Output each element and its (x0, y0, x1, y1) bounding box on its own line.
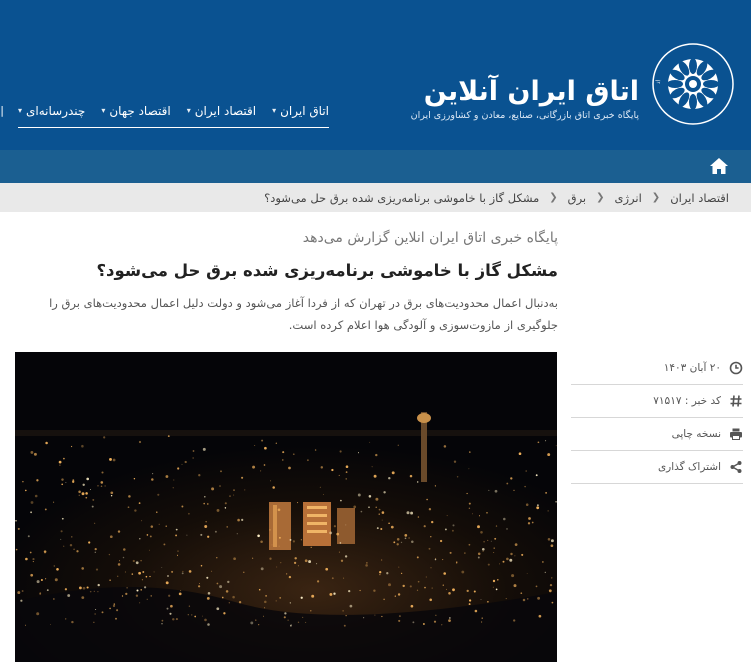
chevron-down-icon: ▾ (272, 106, 277, 115)
meta-news-code (571, 385, 743, 418)
share-button[interactable] (571, 451, 743, 484)
breadcrumb (0, 183, 751, 212)
city-night-photo (15, 352, 557, 662)
nav-item-iran-economy[interactable] (187, 104, 256, 118)
breadcrumb-item-electricity[interactable]: برق (567, 190, 587, 205)
nav-item-label: اتاق ایران (280, 103, 329, 118)
nav-item-label: چندرسانه‌ای (26, 103, 86, 118)
chevron-down-icon: ▾ (186, 106, 191, 115)
logo-emblem[interactable] (651, 42, 735, 126)
nav-item-label: اقتصاد ایران (194, 103, 257, 118)
print-button[interactable] (571, 418, 743, 451)
meta-date (571, 352, 743, 385)
home-icon[interactable] (709, 156, 729, 176)
share-icon (729, 460, 743, 474)
nav-overflow-edge: | (0, 104, 4, 117)
breadcrumb-item-current: مشکل گاز با خاموشی برنامه‌ریزی شده برق حل می‌شود؟ (264, 190, 540, 205)
meta-news-code-text: کد خبر : ۷۱۵۱۷ (653, 395, 721, 407)
breadcrumb-item-energy[interactable]: انرژی (614, 190, 642, 205)
chevron-down-icon: ▾ (101, 106, 106, 115)
site-header (0, 0, 751, 150)
article-photo (15, 352, 557, 662)
svg-text:اتاق بازرگانی صنایع معادن و کش: ات (653, 79, 663, 84)
nav-item-iran-chamber[interactable] (272, 104, 329, 118)
site-title[interactable]: اتاق ایران آنلاین (423, 76, 639, 107)
chamber-seal-icon (651, 42, 735, 126)
nav-item-label: اقتصاد جهان (109, 103, 171, 118)
chevron-left-icon: ❮ (596, 192, 605, 203)
meta-date-text: ۲۰ آبان ۱۴۰۳ (663, 362, 721, 374)
site-subtitle: پایگاه خبری اتاق بازرگانی، صنایع، معادن و کشاورزی ایران (410, 110, 639, 121)
hash-icon (729, 394, 743, 408)
breadcrumb-item-iran-economy[interactable]: اقتصاد ایران (670, 190, 729, 205)
chevron-left-icon: ❮ (549, 192, 558, 203)
article-kicker: پایگاه خبری اتاق ایران انلاین گزارش می‌دهد (302, 230, 558, 246)
share-label: اشتراک گذاری (657, 461, 721, 473)
nav-item-world-economy[interactable] (101, 104, 170, 118)
chevron-left-icon: ❮ (651, 192, 661, 203)
printer-icon (729, 427, 743, 441)
nav-item-multimedia[interactable] (18, 104, 85, 118)
chevron-down-icon: ▾ (17, 106, 22, 115)
article-lead: به‌دنبال اعمال محدودیت‌های برق در تهران که از فردا آغاز می‌شود و دولت دلیل اعمال محدودیت‌های برق را جلوگیری از مازوت‌سوزی و آلودگی هوا اعلام کرده است. (49, 296, 558, 332)
article-headline: مشکل گاز با خاموشی برنامه‌ریزی شده برق حل می‌شود؟ (96, 261, 558, 280)
main-nav (18, 98, 329, 128)
print-label: نسخه چاپی (671, 428, 721, 440)
clock-icon (729, 361, 743, 375)
article-meta (571, 352, 743, 484)
home-bar (0, 150, 751, 183)
